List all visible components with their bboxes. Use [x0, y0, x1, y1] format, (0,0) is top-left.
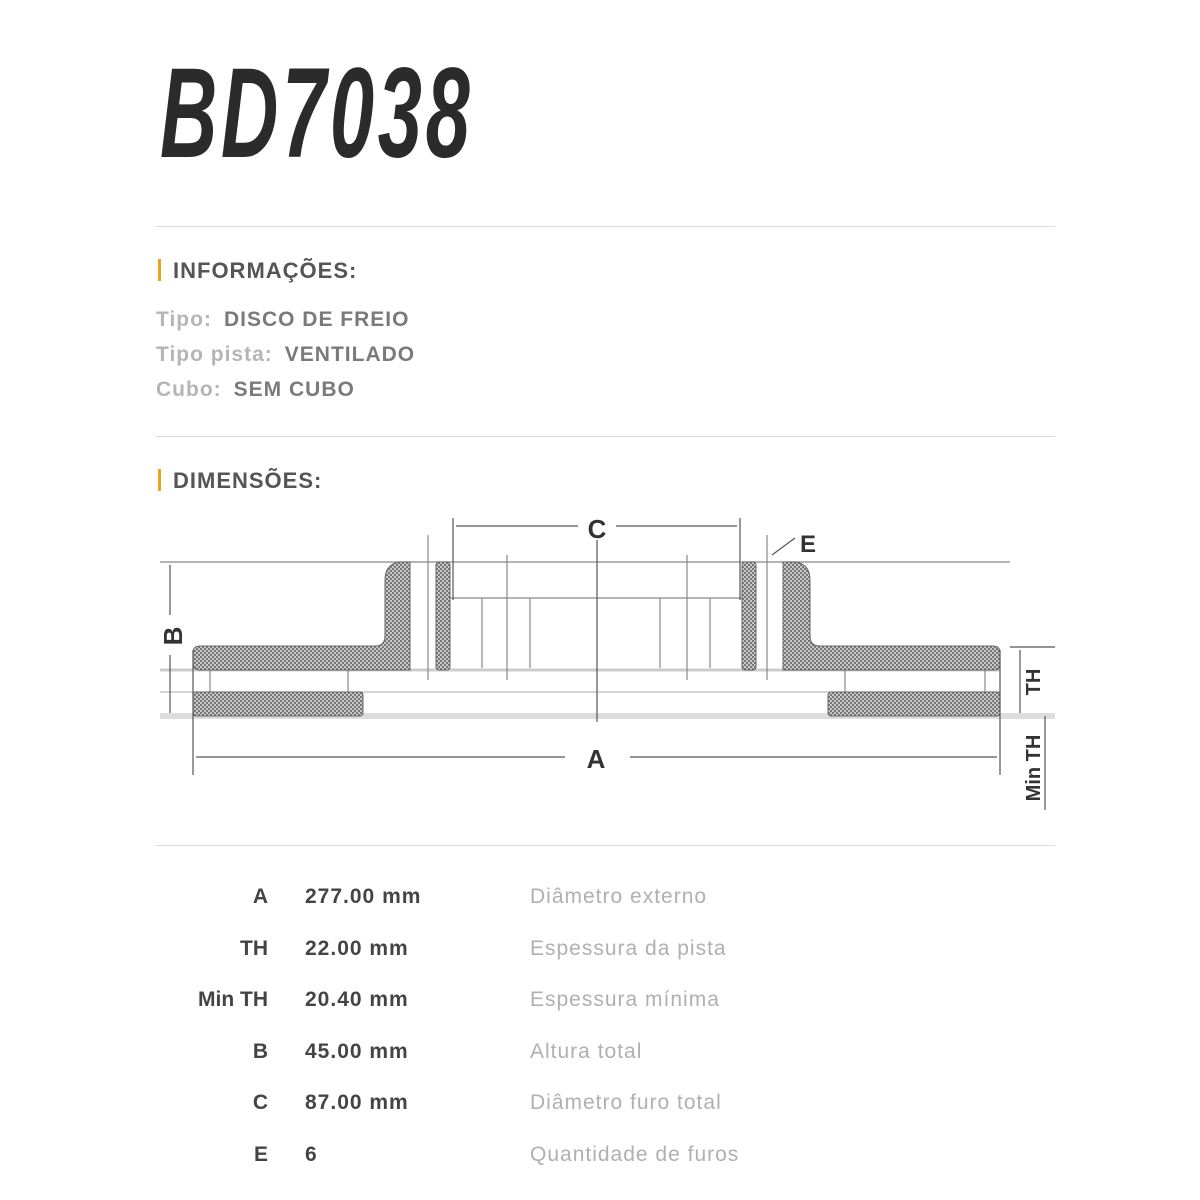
dimension-row [0, 885, 1200, 915]
dimension-row [0, 1040, 1200, 1070]
dimension-row [0, 988, 1200, 1018]
dimension-code: TH [240, 937, 268, 960]
info-value: VENTILADO [284, 343, 416, 366]
dimension-value: 45.00 mm [305, 1040, 409, 1063]
dimension-desc: Quantidade de furos [530, 1143, 740, 1166]
dimension-desc: Espessura da pista [530, 937, 727, 960]
dimension-desc: Espessura mínima [530, 988, 720, 1011]
dimension-value: 87.00 mm [305, 1091, 409, 1114]
right-lower-plate [828, 692, 1000, 716]
dimension-code: C [252, 1091, 268, 1114]
label-b: B [158, 626, 188, 646]
dimension-desc: Diâmetro externo [530, 885, 708, 908]
dimension-value: 20.40 mm [305, 988, 409, 1011]
left-hat-section [193, 562, 410, 670]
dimension-code: E [253, 1143, 268, 1166]
dimension-desc: Altura total [530, 1040, 643, 1063]
label-c: C [587, 514, 607, 544]
product-code-title: BD7038 [160, 42, 474, 185]
dimension-row [0, 1091, 1200, 1121]
right-hat-section [783, 562, 1000, 670]
left-lower-plate [193, 692, 363, 716]
dimension-value: 6 [305, 1143, 318, 1166]
dimension-code: B [252, 1040, 268, 1063]
label-th: TH [1023, 668, 1045, 696]
info-label: Tipo pista: [156, 343, 273, 366]
dimension-code: Min TH [198, 988, 268, 1011]
dimension-code: A [252, 885, 268, 908]
label-e: E [799, 531, 817, 558]
dimension-value: 277.00 mm [305, 885, 422, 908]
divider [155, 845, 1055, 846]
label-a: A [586, 744, 606, 774]
info-label: Cubo: [156, 378, 222, 401]
left-hub-ring [436, 562, 450, 670]
e-leader-line [772, 538, 795, 555]
dimension-row [0, 1143, 1200, 1173]
dimension-row [0, 937, 1200, 967]
info-value: SEM CUBO [233, 378, 355, 401]
dimension-value: 22.00 mm [305, 937, 409, 960]
info-label: Tipo: [156, 308, 212, 331]
dimension-desc: Diâmetro furo total [530, 1091, 722, 1114]
right-hub-ring [742, 562, 756, 670]
section-heading: INFORMAÇÕES: [173, 258, 358, 283]
info-value: DISCO DE FREIO [223, 308, 410, 331]
section-heading: DIMENSÕES: [173, 468, 323, 493]
label-min-th: Min TH [1023, 734, 1045, 802]
